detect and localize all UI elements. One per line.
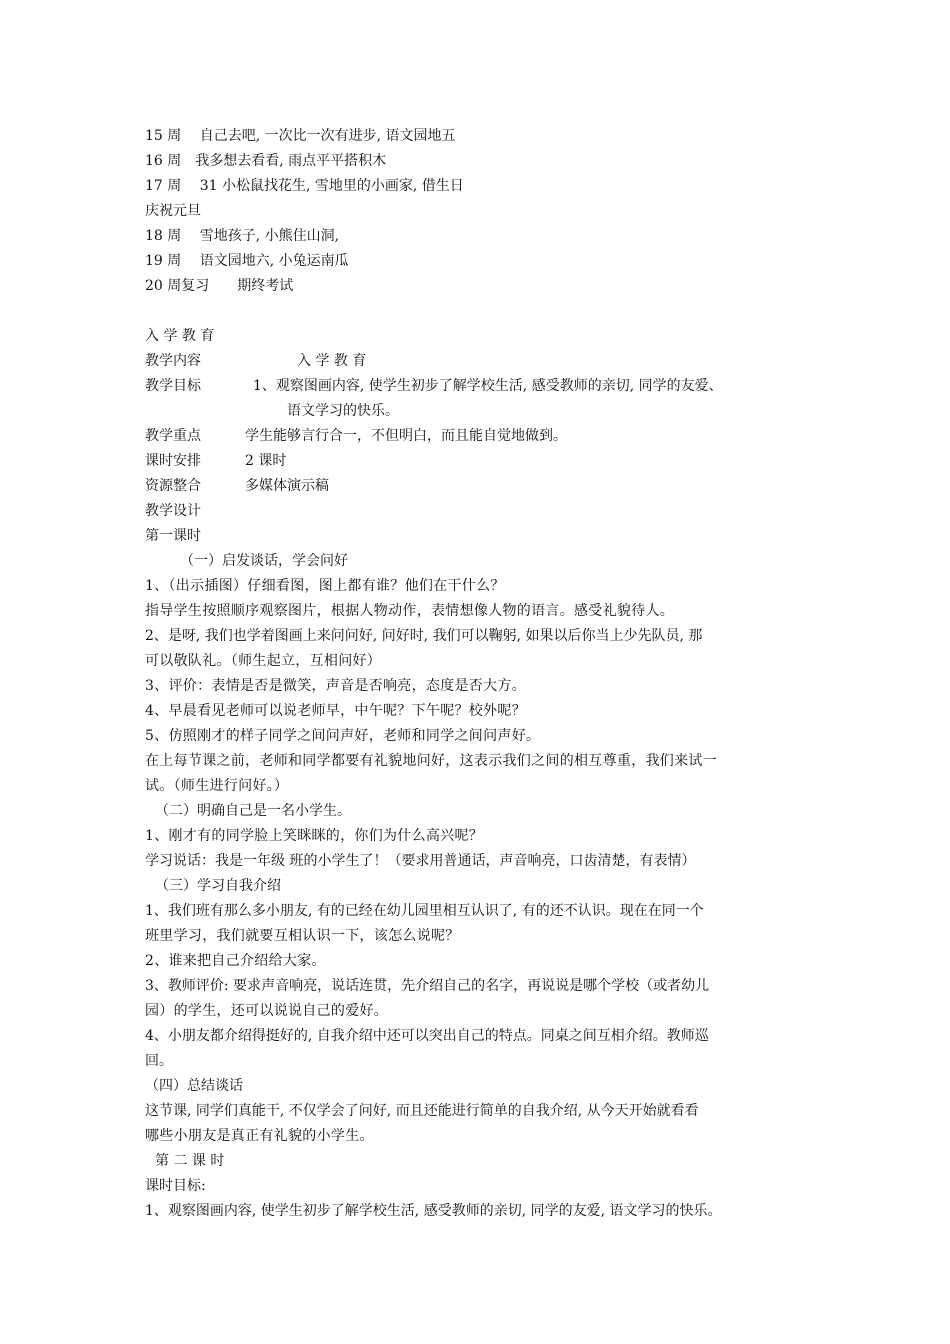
- schedule-week-16: 16 周 我多想去看看, 雨点平平搭积木: [145, 153, 387, 169]
- body-line: 1、刚才有的同学脸上笑眯眯的，你们为什么高兴呢？: [145, 828, 484, 844]
- body-line: 这节课, 同学们真能干, 不仅学会了问好, 而且还能进行简单的自我介绍, 从今天开始就看看: [145, 1103, 699, 1119]
- body-line: 回。: [145, 1053, 173, 1069]
- schedule-week-18: 18 周 雪地孩子, 小熊住山洞,: [145, 228, 340, 244]
- body-line: 2、是呀, 我们也学着图画上来问问好, 问好时, 我们可以鞠躬, 如果以后你当上少先队员, 那: [145, 628, 703, 644]
- key-row: [145, 426, 567, 446]
- subheading-2: （二）明确自己是一名小学生。: [155, 803, 351, 819]
- body-line: 5、仿照刚才的样子同学之间问声好，老师和同学之间问声好。: [145, 728, 541, 744]
- body-line: 1、我们班有那么多小朋友, 有的已经在幼儿园里相互认识了, 有的还不认识。现在在同一个: [145, 903, 704, 919]
- body-line: 哪些小朋友是真正有礼貌的小学生。: [145, 1128, 374, 1144]
- goal-line-1: 1、观察图画内容, 使学生初步了解学校生活, 感受教师的亲切, 同学的友爱、: [253, 378, 723, 394]
- lesson-goal-1: 1、观察图画内容, 使学生初步了解学校生活, 感受教师的亲切, 同学的友爱, 语文学习的快乐。: [145, 1203, 722, 1219]
- content-value: 入 学 教 育: [297, 353, 367, 369]
- design-label: 教学设计: [145, 503, 201, 519]
- resource-label: 资源整合: [145, 478, 201, 494]
- body-line: 学习说话：我是一年级 班的小学生了！（要求用普通话，声音响亮，口齿清楚，有表情）: [145, 853, 696, 869]
- body-line: 2、谁来把自己介绍给大家。: [145, 953, 326, 969]
- schedule-week-15: 15 周 自己去吧, 一次比一次有进步, 语文园地五: [145, 128, 456, 144]
- body-line: 试。（师生进行问好。）: [145, 778, 289, 794]
- content-row: [145, 351, 367, 371]
- resource-value: 多媒体演示稿: [245, 478, 329, 494]
- body-line: 4、小朋友都介绍得挺好的, 自我介绍中还可以突出自己的特点。同桌之间互相介绍。教师巡: [145, 1028, 709, 1044]
- body-line: 3、教师评价: 要求声音响亮，说话连贯，先介绍自己的名字，再说说是哪个学校（或者幼儿: [145, 978, 710, 994]
- goal-label: 教学目标: [145, 378, 201, 394]
- goal-row: [145, 376, 723, 396]
- body-line: 在上每节课之前，老师和同学都要有礼貌地问好，这表示我们之间的相互尊重，我们来试一: [145, 753, 717, 769]
- key-label: 教学重点: [145, 428, 201, 444]
- second-lesson-heading: 第 二 课 时: [155, 1153, 225, 1169]
- subheading-3: （三）学习自我介绍: [155, 878, 281, 894]
- body-line: 指导学生按照顺序观察图片，根据人物动作，表情想像人物的语言。感受礼貌待人。: [145, 603, 675, 619]
- body-line: 1、（出示插图）仔细看图，图上都有谁？他们在干什么？: [145, 578, 505, 594]
- body-line: 可以敬队礼。（师生起立，互相问好）: [145, 653, 382, 669]
- first-lesson-heading: 第一课时: [145, 528, 201, 544]
- time-label: 课时安排: [145, 453, 201, 469]
- body-line: 4、早晨看见老师可以说老师早，中午呢？下午呢？校外呢？: [145, 703, 527, 719]
- body-line: 班里学习，我们就要互相认识一下，该怎么说呢？: [145, 928, 460, 944]
- time-value: 2 课时: [245, 453, 287, 469]
- body-line: 3、评价：表情是否是微笑，声音是否响亮，态度是否大方。: [145, 678, 527, 694]
- resource-row: [145, 476, 329, 496]
- subheading-4: （四）总结谈话: [145, 1078, 243, 1094]
- content-label: 教学内容: [145, 353, 201, 369]
- schedule-week-17: 17 周 31 小松鼠找花生, 雪地里的小画家, 借生日: [145, 178, 464, 194]
- schedule-week-17-cont: 庆祝元旦: [145, 203, 201, 219]
- section-title: 入 学 教 育: [145, 328, 215, 344]
- goal-line-2: 语文学习的快乐。: [287, 403, 399, 419]
- key-value: 学生能够言行合一，不但明白，而且能自觉地做到。: [245, 428, 567, 444]
- lesson-goal-label: 课时目标:: [145, 1178, 206, 1194]
- time-row: [145, 451, 287, 471]
- subheading-1: （一）启发谈话，学会问好: [180, 553, 348, 569]
- body-line: 园）的学生，还可以说说自己的爱好。: [145, 1003, 389, 1019]
- schedule-week-20: 20 周复习 期终考试: [145, 278, 294, 294]
- schedule-week-19: 19 周 语文园地六, 小兔运南瓜: [145, 253, 349, 269]
